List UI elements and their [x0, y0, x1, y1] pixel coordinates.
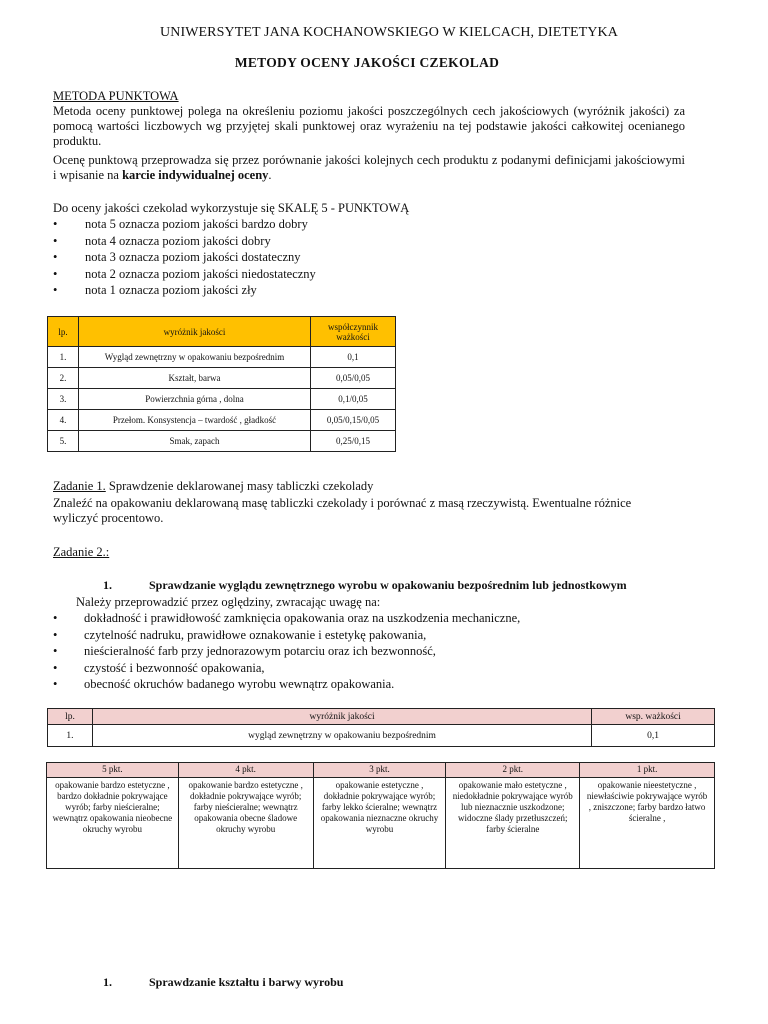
list-item-text: nota 2 oznacza poziom jakości niedostateczny [85, 266, 316, 281]
list-item-text: nota 1 oznacza poziom jakości zły [85, 283, 257, 297]
table-row [48, 431, 396, 452]
table-cell: 0,05/0,15/0,05 [311, 410, 396, 431]
table-cell: 4. [48, 410, 79, 431]
table-header-cell: lp. [48, 709, 93, 725]
table-header-cell: 5 pkt. [47, 763, 179, 778]
table-cell: 5. [48, 431, 79, 452]
section-heading-metoda-punktowa: METODA PUNKTOWA [53, 89, 179, 103]
table-cell: opakowanie estetyczne , dokładnie pokrywające wyrób; farby lekko ścieralne; wewnątrz opakowania nieznaczne okruchy wyrobu [313, 778, 446, 869]
bullet-icon: • [53, 283, 58, 297]
table-header-row [48, 317, 396, 347]
scale-intro: Do oceny jakości czekolad wykorzystuje się SKALĘ 5 - PUNKTOWĄ [53, 201, 410, 215]
item-title: Sprawdzanie wyglądu zewnętrznego wyrobu w opakowaniu bezpośrednim lub jednostkowym [149, 578, 627, 592]
paragraph-2-text: Ocenę punktową przeprowadza się przez porównanie jakości kolejnych cech produktu z podanymi definicjami jakościowymi i wpisanie na [53, 153, 685, 182]
table-cell: opakowanie mało estetyczne , niedokładnie pokrywające wyrób lub nieznacznie uszkodzone; widoczne ślady przetłuszczeń; farby ścieralne [446, 778, 580, 869]
list-item-text: nota 5 oznacza poziom jakości bardzo dobry [85, 217, 308, 231]
table-cell: 3. [48, 389, 79, 410]
table-header-row [48, 709, 715, 725]
table-cell: 1. [48, 725, 93, 747]
task-1-heading [53, 479, 373, 494]
table-cell: Wygląd zewnętrzny w opakowaniu bezpośrednim [78, 347, 310, 368]
list-item-text: czytelność nadruku, prawidłowe oznakowanie i estetykę pakowania, [84, 627, 427, 642]
document-title: METODY OCENY JAKOŚCI CZEKOLAD [234, 55, 500, 70]
table-row [48, 725, 715, 747]
list-item-text: dokładność i prawidłowość zamknięcia opakowania oraz na uszkodzenia mechaniczne, [84, 611, 521, 625]
task-2-heading: Zadanie 2.: [53, 545, 110, 559]
list-item [53, 660, 653, 677]
university-header: UNIWERSYTET JANA KOCHANOWSKIEGO W KIELCACH, DIETETYKA [160, 25, 618, 40]
table-header-cell: 1 pkt. [580, 763, 715, 778]
table-header-cell: 4 pkt. [178, 763, 313, 778]
table-cell: 0,25/0,15 [311, 431, 396, 452]
section-paragraph-1: Metoda oceny punktowej polega na określeniu poziomu jakości poszczególnych cech jakościowych (wyróżnik jakości) za pomocą wartości liczbowych wg przyjętej skali punktowej oraz wyrażeniu na tej podstawie jakości całkowitej ocenianego produktu. [53, 104, 685, 148]
table-cell: 2. [48, 368, 79, 389]
list-item [53, 627, 653, 644]
bullet-icon: • [53, 660, 58, 675]
list-item-text: obecność okruchów badanego wyrobu wewnątrz opakowania. [84, 677, 395, 691]
list-item [53, 610, 653, 627]
table-row [47, 778, 715, 869]
table-cell: 0,1 [592, 725, 715, 747]
table-header-cell: wyróżnik jakości [92, 709, 591, 725]
table-header-row [47, 763, 715, 778]
table-header-cell: 3 pkt. [313, 763, 446, 778]
bullet-icon: • [53, 217, 58, 231]
paragraph-2-end: . [268, 168, 272, 182]
table-cell: opakowanie bardzo estetyczne , dokładnie pokrywające wyrób; farby nieścieralne; wewnątrz opakowania obecne śladowe okruchy wyrobu [178, 778, 313, 869]
table-row [48, 410, 396, 431]
scale-list [53, 216, 553, 299]
table-cell: Smak, zapach [78, 431, 310, 452]
list-item-text: czystość i bezwonność opakowania, [84, 660, 265, 675]
bullet-icon: • [53, 627, 58, 642]
list-item [53, 216, 553, 233]
item-title: Sprawdzanie kształtu i barwy wyrobu [149, 975, 344, 989]
table-row [48, 347, 396, 368]
list-item [53, 249, 553, 266]
task-2-item-heading [103, 578, 627, 593]
list-item [53, 676, 653, 693]
bullet-icon: • [53, 250, 58, 264]
table-cell: Powierzchnia górna , dolna [78, 389, 310, 410]
table-header-cell: współczynnik ważkości [311, 317, 396, 347]
paragraph-2-bold: karcie indywidualnej oceny [122, 168, 269, 182]
table-cell: opakowanie bardzo estetyczne , bardzo dokładnie pokrywające wyrób; farby nieścieralne; wewnątrz opakowania nieobecne okruchy wyrobu [47, 778, 179, 869]
table-row [48, 368, 396, 389]
list-item [53, 233, 553, 250]
table-header-cell: 2 pkt. [446, 763, 580, 778]
task-2-intro: Należy przeprowadzić przez oględziny, zwracając uwagę na: [76, 595, 381, 609]
section-paragraph-2 [53, 153, 685, 183]
next-item-heading [103, 975, 344, 990]
bullet-icon: • [53, 644, 58, 658]
quality-weights-table [47, 316, 396, 452]
bullet-icon: • [53, 266, 58, 281]
table-cell: opakowanie nieestetyczne , niewłaściwie pokrywające wyrób , zniszczone; farby bardzo łatwo ścieralne , [580, 778, 715, 869]
scoring-criteria-table [46, 762, 715, 869]
table-cell: 1. [48, 347, 79, 368]
task-1-title: Sprawdzenie deklarowanej masy tabliczki czekolady [105, 479, 374, 493]
table-cell: 0,1 [311, 347, 396, 368]
table-header-cell: wyróżnik jakości [78, 317, 310, 347]
bullet-icon: • [53, 677, 58, 691]
table-header-cell: wsp. ważkości [592, 709, 715, 725]
table-cell: 0,05/0,05 [311, 368, 396, 389]
list-item [53, 643, 653, 660]
bullet-icon: • [53, 233, 58, 248]
appearance-weight-table [47, 708, 715, 747]
table-cell: wygląd zewnętrzny w opakowaniu bezpośrednim [92, 725, 591, 747]
task-1-label: Zadanie 1. [53, 479, 106, 493]
table-row [48, 389, 396, 410]
table-cell: 0,1/0,05 [311, 389, 396, 410]
inspection-list [53, 610, 653, 693]
item-number: 1. [103, 975, 112, 989]
list-item [53, 266, 553, 283]
item-number: 1. [103, 578, 112, 592]
list-item-text: nieścieralność farb przy jednorazowym potarciu oraz ich bezwonność, [84, 644, 436, 658]
list-item [53, 282, 553, 299]
task-1-body: Znaleźć na opakowaniu deklarowaną masę tabliczki czekolady i porównać z masą rzeczywistą. Ewentualne różnice wyliczyć procentowo. [53, 496, 632, 525]
list-item-text: nota 3 oznacza poziom jakości dostateczny [85, 250, 301, 264]
table-header-cell: lp. [48, 317, 79, 347]
table-cell: Kształt, barwa [78, 368, 310, 389]
bullet-icon: • [53, 611, 58, 625]
table-cell: Przełom. Konsystencja – twardość , gładkość [78, 410, 310, 431]
list-item-text: nota 4 oznacza poziom jakości dobry [85, 233, 271, 248]
